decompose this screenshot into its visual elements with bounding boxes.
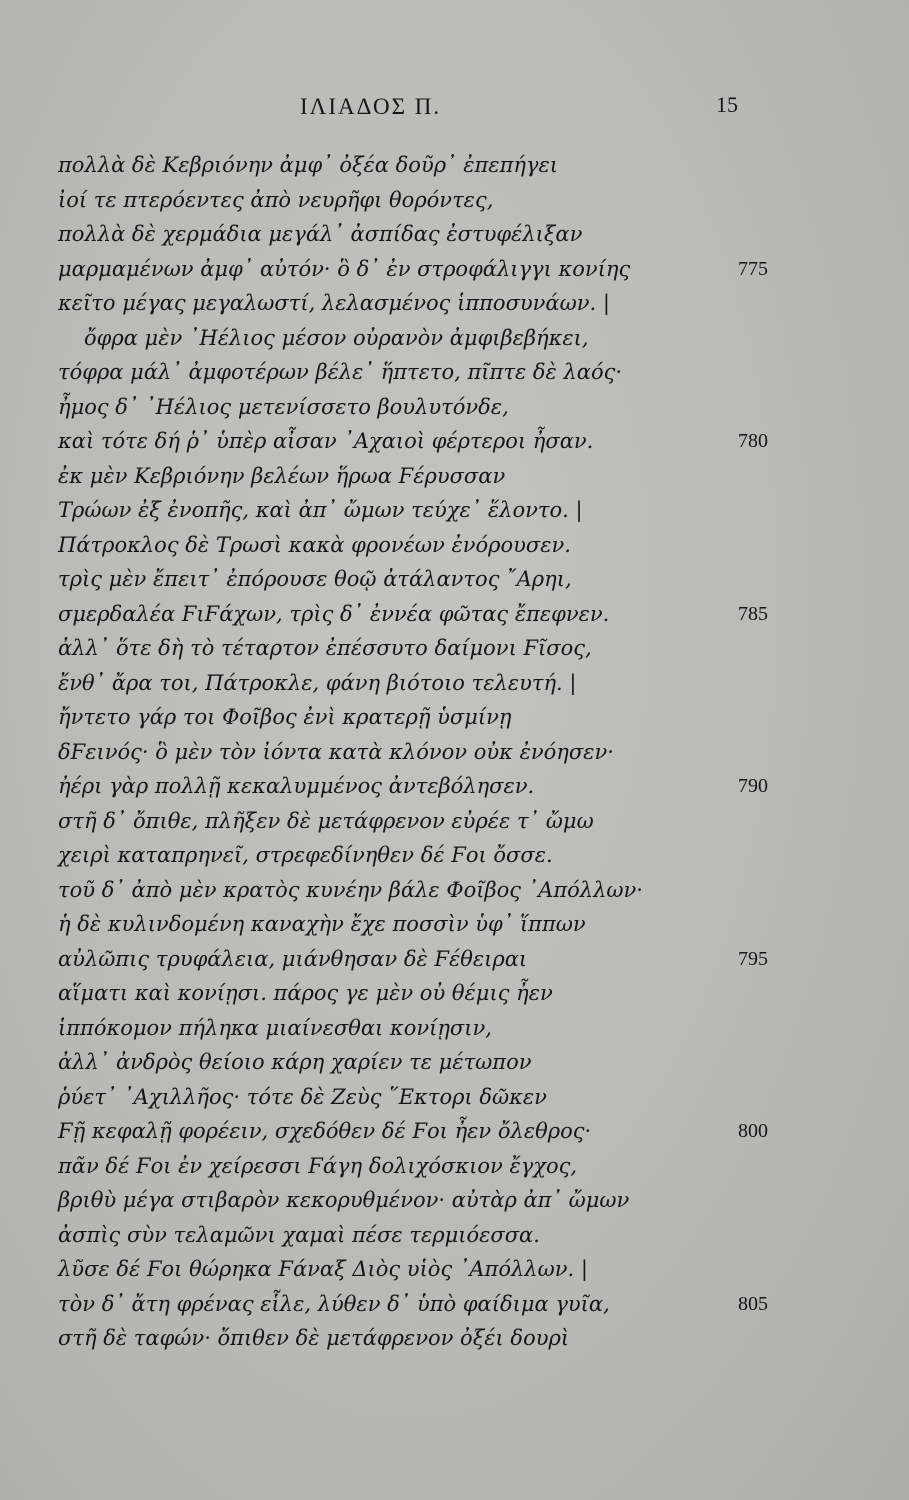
verse-text: τὸν δ᾽ ἄτη φρένας εἷλε, λύθεν δ᾽ ὑπὸ φαίδιμα γυῖα, bbox=[58, 1291, 610, 1316]
verse-text: βριθὺ μέγα στιβαρὸν κεκορυθμένον· αὐτὰρ ἀπ᾽ ὤμων bbox=[58, 1188, 630, 1212]
verse-text: κεῖτο μέγας μεγαλωστί, λελασμένος ἱπποσυνάων. | bbox=[58, 291, 610, 315]
verse-text: Πάτροκλος δὲ Τρωσὶ κακὰ φρονέων ἐνόρουσεν. bbox=[58, 532, 571, 557]
verse-line bbox=[0, 666, 909, 701]
verse-line bbox=[0, 562, 909, 597]
running-head bbox=[0, 88, 909, 128]
verse-text: ὄφρα μὲν ᾽Ηέλιος μέσον οὐρανὸν ἀμφιβεβήκει, bbox=[84, 325, 589, 350]
verse-text: αὐλῶπις τρυφάλεια, μιάνθησαν δὲ Ϝέθειραι bbox=[58, 946, 528, 971]
verse-text: ἱππόκομον πήληκα μιαίνεσθαι κονίῃσιν, bbox=[58, 1015, 492, 1040]
verse-line bbox=[0, 735, 909, 770]
verse-text: ἠέρι γὰρ πολλῇ κεκαλυμμένος ἀντεβόλησεν. bbox=[58, 774, 535, 798]
verse-line bbox=[0, 1183, 909, 1218]
verse-line bbox=[0, 424, 909, 459]
verse-text: σμερδαλέα ϜιϜάχων, τρὶς δ᾽ ἐννέα φῶτας ἔπεφνεν. bbox=[58, 601, 610, 626]
verse-line bbox=[0, 976, 909, 1011]
verse-line bbox=[0, 942, 909, 977]
verse-line bbox=[0, 1252, 909, 1287]
verse-line bbox=[0, 907, 909, 942]
verse-block bbox=[0, 148, 909, 1388]
line-number: 800 bbox=[738, 1120, 768, 1142]
verse-text: πολλὰ δὲ Κεβριόνην ἀμφ᾽ ὀξέα δοῦρ᾽ ἐπεπήγει bbox=[58, 153, 559, 177]
line-number: 790 bbox=[738, 775, 768, 797]
verse-text: καὶ τότε δή ῥ᾽ ὑπὲρ αἶσαν ᾽Αχαιοὶ φέρτεροι ἦσαν. bbox=[58, 429, 594, 453]
verse-text: ἀλλ᾽ ὅτε δὴ τὸ τέταρτον ἐπέσσυτο δαίμονι Ϝῖσος, bbox=[58, 636, 592, 660]
verse-text: ἀσπὶς σὺν τελαμῶνι χαμαὶ πέσε τερμιόεσσα. bbox=[58, 1222, 540, 1247]
verse-line bbox=[0, 838, 909, 873]
verse-text: ἤντετο γάρ τοι Φοῖβος ἐνὶ κρατερῇ ὑσμίνῃ bbox=[58, 705, 512, 729]
verse-text: αἵματι καὶ κονίῃσι. πάρος γε μὲν οὐ θέμις ἦεν bbox=[58, 981, 553, 1005]
verse-line bbox=[0, 1321, 909, 1356]
line-number: 795 bbox=[738, 947, 768, 970]
verse-line bbox=[0, 804, 909, 839]
verse-text: ἡ δὲ κυλινδομένη καναχὴν ἔχε ποσσὶν ὑφ᾽ ἵππων bbox=[58, 912, 586, 936]
verse-line bbox=[0, 286, 909, 321]
verse-line bbox=[0, 1149, 909, 1184]
verse-text: χειρὶ καταπρηνεῖ, στρεφεδίνηθεν δέ Ϝοι ὄσσε. bbox=[58, 843, 553, 867]
verse-line bbox=[0, 528, 909, 563]
verse-text: πᾶν δέ Ϝοι ἐν χείρεσσι Ϝάγη δολιχόσκιον ἔγχος, bbox=[58, 1153, 578, 1178]
verse-text: πολλὰ δὲ χερμάδια μεγάλ᾽ ἀσπίδας ἐστυφέλιξαν bbox=[58, 222, 583, 246]
verse-line bbox=[0, 252, 909, 287]
verse-line bbox=[0, 700, 909, 735]
verse-line bbox=[0, 873, 909, 908]
verse-text: μαρμαμένων ἀμφ᾽ αὐτόν· ὃ δ᾽ ἐν στροφάλιγγι κονίης bbox=[58, 256, 631, 281]
verse-line bbox=[0, 493, 909, 528]
verse-text: δϜεινός· ὃ μὲν τὸν ἰόντα κατὰ κλόνον οὐκ ἐνόησεν· bbox=[58, 739, 614, 764]
verse-line bbox=[0, 148, 909, 183]
verse-line bbox=[0, 1080, 909, 1115]
verse-text: λῦσε δέ Ϝοι θώρηκα Ϝάναξ Διὸς υἱὸς ᾽Απόλλων. | bbox=[58, 1257, 588, 1281]
verse-text: ῥύετ᾽ ᾽Αχιλλῆος· τότε δὲ Ζεὺς ῞Εκτορι δῶκεν bbox=[58, 1084, 547, 1109]
line-number: 775 bbox=[738, 257, 768, 280]
verse-line bbox=[0, 1045, 909, 1080]
verse-text: ἦμος δ᾽ ᾽Ηέλιος μετενίσσετο βουλυτόνδε, bbox=[58, 394, 509, 419]
verse-line bbox=[0, 631, 909, 666]
page-number: 15 bbox=[716, 92, 738, 117]
verse-text: στῆ δὲ ταφών· ὄπιθεν δὲ μετάφρενον ὀξέι δουρὶ bbox=[58, 1326, 570, 1350]
verse-text: τρὶς μὲν ἔπειτ᾽ ἐπόρουσε θοῷ ἀτάλαντος ῎Αρηι, bbox=[58, 567, 572, 591]
verse-text: τοῦ δ᾽ ἀπὸ μὲν κρατὸς κυνέην βάλε Φοῖβος ᾽Απόλλων· bbox=[58, 877, 643, 902]
verse-line bbox=[0, 1011, 909, 1046]
verse-text: ἐκ μὲν Κεβριόνην βελέων ἥρωα Ϝέρυσσαν bbox=[58, 463, 506, 488]
verse-line bbox=[0, 459, 909, 494]
line-number: 805 bbox=[738, 1292, 768, 1315]
verse-line bbox=[0, 1287, 909, 1322]
line-number: 785 bbox=[738, 602, 768, 625]
verse-line bbox=[0, 321, 909, 356]
verse-text: ἔνθ᾽ ἄρα τοι, Πάτροκλε, φάνη βιότοιο τελευτή. | bbox=[58, 670, 577, 695]
line-number: 780 bbox=[738, 430, 768, 452]
verse-line bbox=[0, 355, 909, 390]
verse-line bbox=[0, 390, 909, 425]
verse-text: ἀλλ᾽ ἀνδρὸς θείοιο κάρη χαρίεν τε μέτωπον bbox=[58, 1050, 532, 1074]
verse-text: Τρώων ἐξ ἐνοπῆς, καὶ ἀπ᾽ ὤμων τεύχε᾽ ἕλοντο. | bbox=[58, 498, 583, 522]
running-title: ΙΛΙΑΔΟΣ Π. bbox=[300, 94, 442, 119]
verse-line bbox=[0, 1218, 909, 1253]
verse-text: Ϝῇ κεφαλῇ φορέειν, σχεδόθεν δέ Ϝοι ἦεν ὄλεθρος· bbox=[58, 1119, 592, 1143]
verse-line bbox=[0, 217, 909, 252]
verse-text: ἰοί τε πτερόεντες ἀπὸ νευρῆφι θορόντες, bbox=[58, 187, 494, 212]
verse-line bbox=[0, 1114, 909, 1149]
verse-line bbox=[0, 769, 909, 804]
verse-text: στῆ δ᾽ ὄπιθε, πλῆξεν δὲ μετάφρενον εὐρέε τ᾽ ὤμω bbox=[58, 808, 594, 833]
verse-text: τόφρα μάλ᾽ ἀμφοτέρων βέλε᾽ ἥπτετο, πῖπτε δὲ λαός· bbox=[58, 360, 623, 384]
verse-line bbox=[0, 183, 909, 218]
verse-line bbox=[0, 597, 909, 632]
